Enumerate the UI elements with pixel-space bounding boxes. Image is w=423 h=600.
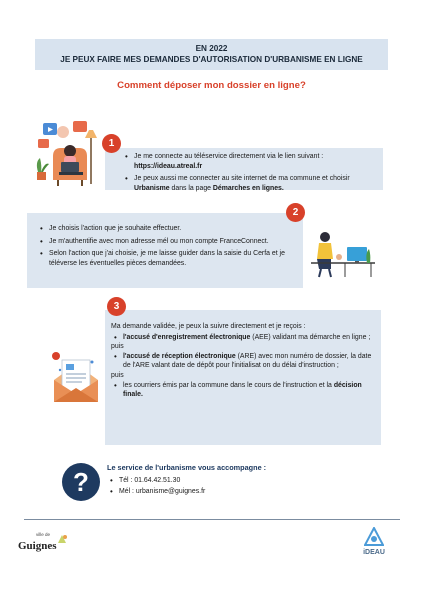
step3-bullet-2: • l'accusé de réception électronique (ARE) avec mon numéro de dossier, la date de l'ARE valant date de dépôt pour l'initialisat on du délai d'instruction ; [123,352,373,371]
step2-bullet-2: • Je m'authentifie avec mon adresse mél ou mon compte FranceConnect. [49,237,287,247]
title-main: JE PEUX FAIRE MES DEMANDES D'AUTORISATION D'URBANISME EN LIGNE [60,55,363,64]
desk-worker-illustration [309,229,377,279]
ideau-logo-icon [364,527,384,547]
contact-block [107,463,357,499]
svg-text:?: ? [73,467,89,497]
title-banner [35,39,388,70]
step2-bullet-3: • Selon l'action que j'ai choisie, je me laisse guider dans la saisie du Cerfa et je téléverse les éventuelles pièces demandées. [49,249,287,268]
step1-bullet-2: • Je peux aussi me connecter au site internet de ma commune et choisir Urbanisme dans la page Démarches en lignes. [134,174,374,193]
step1-bullet-1: • Je me connecte au téléservice directement via le lien suivant : https://ideau.atreal.fr [134,152,374,171]
footer-divider [24,519,400,520]
woman-laptop-illustration [33,118,105,196]
subtitle: Comment déposer mon dossier en ligne? [117,80,306,91]
ideau-logo-text: iDEAU [363,549,385,556]
step1-badge: 1 [102,134,121,153]
envelope-document-illustration [50,350,102,406]
step2-content [37,224,287,271]
contact-email[interactable]: • Mél : urbanisme@guignes.fr [119,487,357,497]
guignes-emblem-icon [56,533,68,545]
step2-badge: 2 [286,203,305,222]
contact-phone[interactable]: • Tél : 01.64.42.51.30 [119,476,357,486]
step3-content [111,322,373,403]
logo-guignes-name: Guignes [18,540,57,552]
step3-puis-1: puis [111,343,124,351]
step3-badge: 3 [107,297,126,316]
step3-bullet-1: • l'accusé d'enregistrement électronique (AEE) validant ma démarche en ligne ; [123,333,373,343]
title-year: EN 2022 [195,44,228,53]
step2-bullet-1: • Je choisis l'action que je souhaite effectuer. [49,224,287,234]
ideau-link[interactable]: https://ideau.atreal.fr [134,162,203,170]
step1-content [122,152,374,196]
step3-puis-2: puis [111,371,124,379]
contact-title: Le service de l'urbanisme vous accompagne : [107,463,267,472]
step3-intro: Ma demande validée, je peux la suivre directement et je reçois : [111,323,306,330]
step3-bullet-3: • les courriers émis par la commune dans le cours de l'instruction et la décision finale. [123,381,373,400]
guignes-logo [18,532,78,566]
logo-ville-de: ville de [36,532,51,537]
question-mark-icon [61,462,101,502]
